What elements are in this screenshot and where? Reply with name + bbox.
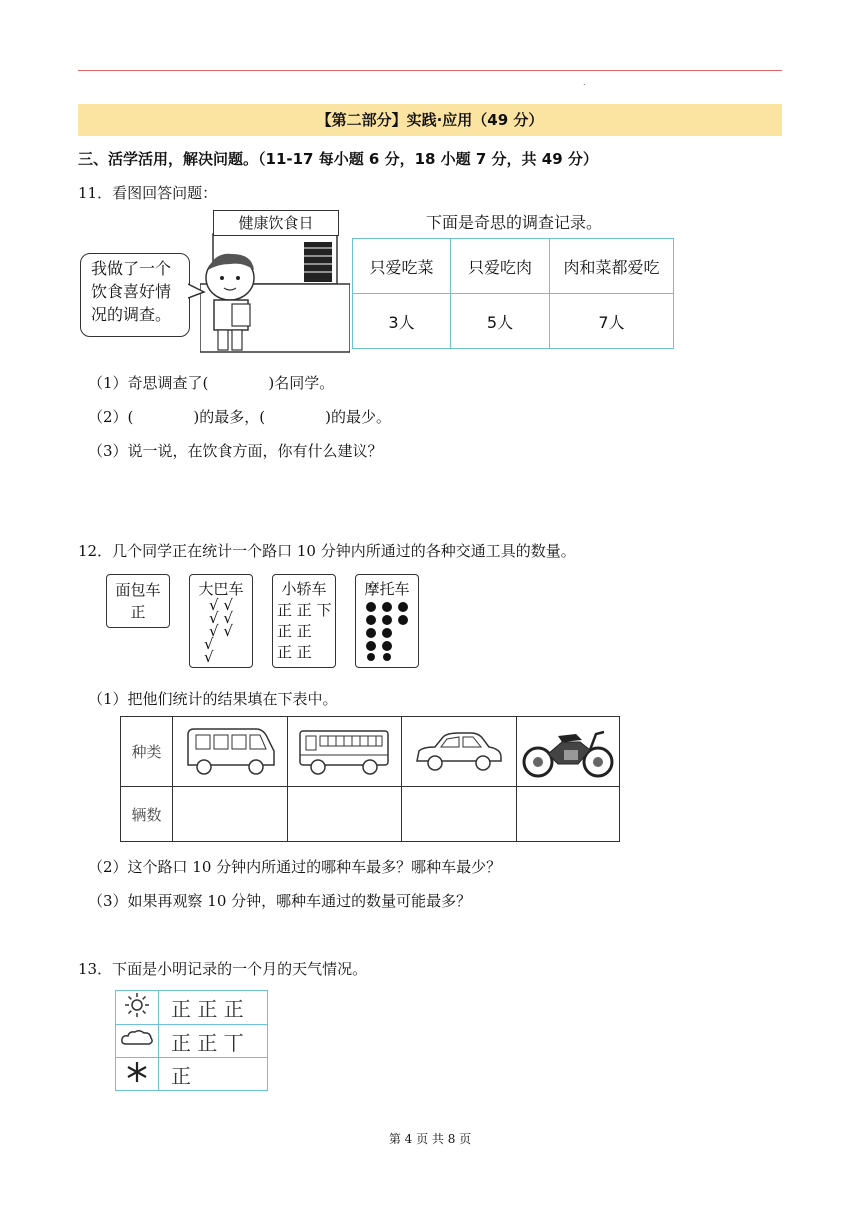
sunny-tally: 正 正 正 bbox=[159, 991, 268, 1025]
q11-sub2-post: )的最少。 bbox=[325, 408, 391, 426]
q11-sub1-pre: （1）奇思调查了( bbox=[88, 374, 209, 392]
tally-mark: √ √ bbox=[209, 622, 233, 640]
sun-icon bbox=[124, 992, 150, 1018]
healthy-diet-sign: 健康饮食日 bbox=[213, 210, 339, 236]
tally-card-title: 摩托车 bbox=[364, 580, 410, 598]
speech-bubble bbox=[80, 253, 190, 337]
q11-sub2 bbox=[88, 406, 391, 427]
section-title: 三、活学活用，解决问题。（11-17 每小题 6 分，18 小题 7 分，共 49 分） bbox=[78, 150, 598, 168]
table-row bbox=[121, 717, 620, 787]
table-row bbox=[116, 991, 268, 1025]
tally-card-title: 大巴车 bbox=[198, 580, 244, 598]
survey-header-cell: 只爱吃肉 bbox=[451, 239, 550, 294]
tally-mark: √ √ bbox=[209, 596, 233, 614]
survey-value-cell: 7人 bbox=[550, 294, 674, 349]
row-label-type: 种类 bbox=[121, 717, 173, 787]
table-row bbox=[353, 294, 674, 349]
tally-card-motorcycle bbox=[355, 574, 419, 668]
count-input-cell[interactable] bbox=[173, 787, 288, 842]
snowflake-icon bbox=[125, 1060, 149, 1084]
tally-mark: 正 正 bbox=[277, 622, 312, 640]
tally-mark: √ bbox=[204, 635, 214, 653]
header-rule bbox=[78, 70, 782, 71]
dot-tally-icon bbox=[357, 599, 417, 661]
table-row bbox=[116, 1058, 268, 1091]
table-row bbox=[121, 787, 620, 842]
q12-sub2: （2）这个路口 10 分钟内所通过的哪种车最多？哪种车最少？ bbox=[88, 858, 502, 876]
part-banner: 【第二部分】实践·应用（49 分） bbox=[78, 104, 782, 136]
weather-table bbox=[115, 990, 268, 1091]
table-row bbox=[353, 239, 674, 294]
table-row bbox=[116, 1025, 268, 1058]
survey-table-title: 下面是奇思的调查记录。 bbox=[426, 213, 603, 232]
q11-sub1-post: )名同学。 bbox=[268, 374, 335, 392]
count-input-cell[interactable] bbox=[517, 787, 620, 842]
snowy-tally: 正 bbox=[159, 1058, 268, 1091]
tally-card-bus bbox=[189, 574, 253, 668]
cloud-icon bbox=[120, 1028, 154, 1050]
tally-card-van bbox=[106, 574, 170, 628]
survey-value-cell: 5人 bbox=[451, 294, 550, 349]
q12-stem: 12．几个同学正在统计一个路口 10 分钟内所通过的各种交通工具的数量。 bbox=[78, 542, 576, 560]
bus-icon bbox=[294, 721, 394, 779]
q11-sub2-pre: （2）( bbox=[88, 408, 134, 426]
bus-cell bbox=[287, 717, 402, 787]
tally-mark: √ √ bbox=[209, 609, 233, 627]
survey-table bbox=[352, 238, 674, 349]
car-cell bbox=[402, 717, 517, 787]
header-dot: . bbox=[583, 78, 586, 87]
bubble-line-3: 况的调查。 bbox=[91, 305, 172, 324]
q12-sub1: （1）把他们统计的结果填在下表中。 bbox=[88, 690, 338, 708]
tally-card-title: 面包车 bbox=[115, 581, 161, 599]
page-footer: 第 4 页 共 8 页 bbox=[388, 1132, 472, 1146]
tally-mark: 正 正 下 bbox=[277, 601, 332, 619]
tally-mark: 正 bbox=[130, 603, 146, 621]
q11-sub2-mid: )的最多，( bbox=[193, 408, 266, 426]
tally-card-title: 小轿车 bbox=[281, 580, 327, 598]
car-icon bbox=[409, 721, 509, 779]
bubble-line-2: 饮食喜好情 bbox=[91, 282, 172, 301]
vehicle-count-table bbox=[120, 716, 620, 842]
count-input-cell[interactable] bbox=[402, 787, 517, 842]
bubble-tail bbox=[188, 282, 206, 302]
count-input-cell[interactable] bbox=[287, 787, 402, 842]
motorcycle-icon bbox=[518, 720, 618, 780]
motorcycle-cell bbox=[517, 717, 620, 787]
van-icon bbox=[180, 721, 280, 779]
survey-value-cell: 3人 bbox=[353, 294, 451, 349]
survey-header-cell: 肉和菜都爱吃 bbox=[550, 239, 674, 294]
sun-cell bbox=[116, 991, 159, 1025]
q12-sub3: （3）如果再观察 10 分钟，哪种车通过的数量可能最多？ bbox=[88, 892, 472, 910]
bubble-line-1: 我做了一个 bbox=[91, 259, 172, 278]
tally-card-car bbox=[272, 574, 336, 668]
tally-mark: √ bbox=[204, 648, 214, 666]
q11-sub3: （3）说一说，在饮食方面，你有什么建议？ bbox=[88, 442, 383, 460]
van-cell bbox=[173, 717, 288, 787]
cloudy-tally: 正 正 丅 bbox=[159, 1025, 268, 1058]
flyer-stack-icon bbox=[304, 242, 332, 282]
q11-sub1 bbox=[88, 372, 334, 393]
tally-mark: 正 正 bbox=[277, 643, 312, 661]
q13-stem: 13．下面是小明记录的一个月的天气情况。 bbox=[78, 960, 368, 978]
cloud-cell bbox=[116, 1025, 159, 1058]
snow-cell bbox=[116, 1058, 159, 1091]
row-label-count: 辆数 bbox=[121, 787, 173, 842]
q11-stem: 11．看图回答问题： bbox=[78, 184, 218, 202]
survey-header-cell: 只爱吃菜 bbox=[353, 239, 451, 294]
